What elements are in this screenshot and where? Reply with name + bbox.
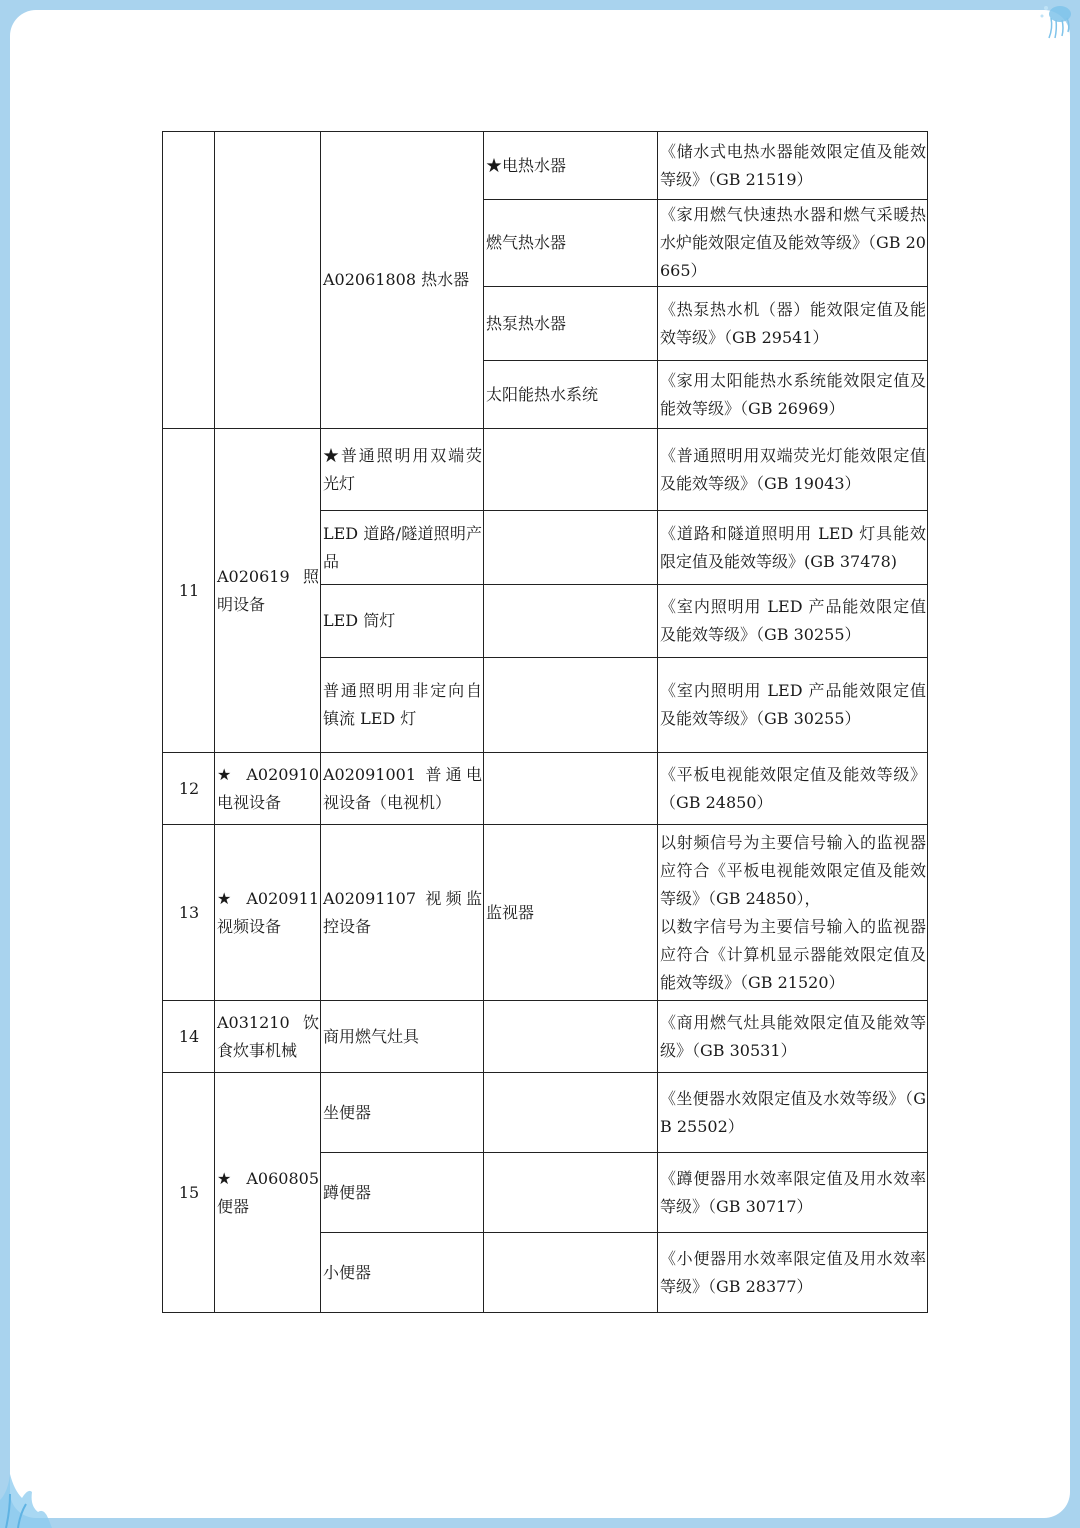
category-cell: A031210 饮食炊事机械 xyxy=(215,1001,321,1073)
subcategory-cell: 小便器 xyxy=(321,1233,484,1313)
subcategory-cell: 普通照明用非定向自镇流 LED 灯 xyxy=(321,658,484,753)
standard-cell: 《坐便器水效限定值及水效等级》（GB 25502） xyxy=(658,1073,928,1153)
category-cell: ★A020911 视频设备 xyxy=(215,825,321,1001)
product-cell: ★电热水器 xyxy=(484,132,658,200)
subcategory-cell: A02061808 热水器 xyxy=(321,132,484,429)
product-cell xyxy=(484,1153,658,1233)
standard-cell: 《热泵热水机（器）能效限定值及能效等级》（GB 29541） xyxy=(658,287,928,361)
row-number-cell: 15 xyxy=(163,1073,215,1313)
product-cell: 燃气热水器 xyxy=(484,200,658,287)
product-cell: 热泵热水器 xyxy=(484,287,658,361)
row-number-cell: 13 xyxy=(163,825,215,1001)
jellyfish-decoration-icon xyxy=(1038,2,1074,42)
subcategory-cell: LED 道路/隧道照明产品 xyxy=(321,511,484,585)
product-cell xyxy=(484,1001,658,1073)
product-cell: 监视器 xyxy=(484,825,658,1001)
standard-cell: 《平板电视能效限定值及能效等级》（GB 24850） xyxy=(658,753,928,825)
product-cell xyxy=(484,753,658,825)
standard-cell: 《蹲便器用水效率限定值及用水效率等级》（GB 30717） xyxy=(658,1153,928,1233)
standard-cell: 《商用燃气灶具能效限定值及能效等级》（GB 30531） xyxy=(658,1001,928,1073)
standard-cell: 《室内照明用 LED 产品能效限定值及能效等级》（GB 30255） xyxy=(658,585,928,658)
category-cell: A020619 照明设备 xyxy=(215,429,321,753)
category-cell xyxy=(215,132,321,429)
row-number-cell xyxy=(163,132,215,429)
standard-cell: 《小便器用水效率限定值及用水效率等级》（GB 28377） xyxy=(658,1233,928,1313)
standard-cell: 《室内照明用 LED 产品能效限定值及能效等级》（GB 30255） xyxy=(658,658,928,753)
subcategory-cell: 坐便器 xyxy=(321,1073,484,1153)
table-row xyxy=(163,429,928,511)
table-row xyxy=(163,1001,928,1073)
standard-line: 以数字信号为主要信号输入的监视器应符合《计算机显示器能效限定值及能效等级》（GB 21520） xyxy=(660,916,926,992)
energy-standard-table xyxy=(162,131,928,1313)
subcategory-cell: 蹲便器 xyxy=(321,1153,484,1233)
standard-cell: 《家用太阳能热水系统能效限定值及能效等级》（GB 26969） xyxy=(658,361,928,429)
product-cell: 太阳能热水系统 xyxy=(484,361,658,429)
subcategory-cell: ★普通照明用双端荧光灯 xyxy=(321,429,484,511)
product-cell xyxy=(484,1233,658,1313)
subcategory-cell: 商用燃气灶具 xyxy=(321,1001,484,1073)
subcategory-cell: LED 筒灯 xyxy=(321,585,484,658)
product-cell xyxy=(484,429,658,511)
category-cell: ★A060805 便器 xyxy=(215,1073,321,1313)
row-number-cell: 14 xyxy=(163,1001,215,1073)
standard-cell xyxy=(658,825,928,1001)
table-row xyxy=(163,825,928,1001)
product-cell xyxy=(484,1073,658,1153)
product-cell xyxy=(484,585,658,658)
standard-cell: 《家用燃气快速热水器和燃气采暖热水炉能效限定值及能效等级》（GB 20665） xyxy=(658,200,928,287)
subcategory-cell: A02091001 普通电视设备（电视机） xyxy=(321,753,484,825)
row-number-cell: 12 xyxy=(163,753,215,825)
category-cell: ★A020910 电视设备 xyxy=(215,753,321,825)
product-cell xyxy=(484,658,658,753)
standard-cell: 《储水式电热水器能效限定值及能效等级》（GB 21519） xyxy=(658,132,928,200)
standard-cell: 《普通照明用双端荧光灯能效限定值及能效等级》（GB 19043） xyxy=(658,429,928,511)
product-cell xyxy=(484,511,658,585)
table-row xyxy=(163,1073,928,1153)
coral-decoration-icon xyxy=(0,1470,52,1528)
table-row xyxy=(163,753,928,825)
table-row xyxy=(163,132,928,200)
standard-line: 以射频信号为主要信号输入的监视器应符合《平板电视能效限定值及能效等级》（GB 24850）， xyxy=(660,832,926,908)
standard-cell: 《道路和隧道照明用 LED 灯具能效限定值及能效等级》(GB 37478) xyxy=(658,511,928,585)
row-number-cell: 11 xyxy=(163,429,215,753)
subcategory-cell: A02091107 视频监控设备 xyxy=(321,825,484,1001)
